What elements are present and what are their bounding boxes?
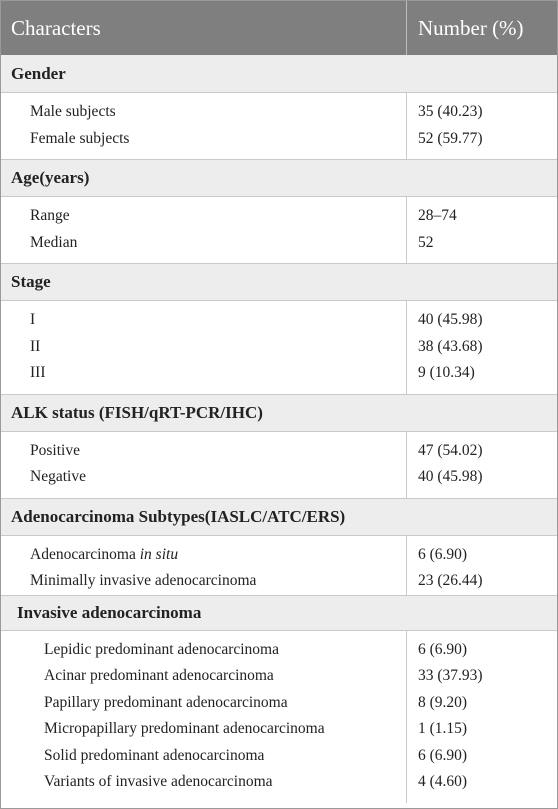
- section-gender: Gender: [1, 55, 557, 93]
- row-label: Male subjects: [30, 103, 116, 121]
- row-value: 28–74: [418, 207, 457, 225]
- italic-label: in situ: [139, 545, 179, 563]
- table-header: [1, 1, 557, 55]
- row-value: 6 (6.90): [418, 545, 468, 563]
- section-invasive: Invasive adenocarcinoma: [1, 595, 557, 631]
- group-subtypes: [1, 536, 557, 595]
- header-characters: Characters: [1, 1, 407, 55]
- row-value: 1 (1.15): [418, 720, 468, 738]
- group-age: [1, 197, 557, 263]
- section-stage: Stage: [1, 263, 557, 301]
- section-age: Age(years): [1, 159, 557, 197]
- row-label: Solid predominant adenocarcinoma: [44, 746, 265, 764]
- section-subtypes: Adenocarcinoma Subtypes(IASLC/ATC/ERS): [1, 498, 557, 536]
- row-value: 9 (10.34): [418, 364, 475, 382]
- group-stage: [1, 301, 557, 394]
- row-label: Minimally invasive adenocarcinoma: [30, 572, 257, 590]
- row-label: Lepidic predominant adenocarcinoma: [44, 640, 279, 658]
- group-gender: [1, 93, 557, 159]
- row-label: Range: [30, 207, 70, 225]
- row-label: III: [30, 364, 46, 382]
- row-label: Papillary predominant adenocarcinoma: [44, 693, 288, 711]
- row-label: Micropapillary predominant adenocarcinoma: [44, 720, 325, 738]
- row-value: 33 (37.93): [418, 667, 483, 685]
- row-value: 40 (45.98): [418, 468, 483, 486]
- row-value: 4 (4.60): [418, 773, 468, 791]
- row-label: Acinar predominant adenocarcinoma: [44, 667, 274, 685]
- row-label: Female subjects: [30, 129, 130, 147]
- row-label: II: [30, 337, 41, 355]
- row-label: Positive: [30, 441, 80, 459]
- row-value: 47 (54.02): [418, 441, 483, 459]
- row-value: 8 (9.20): [418, 693, 468, 711]
- header-number: Number (%): [418, 15, 524, 40]
- group-invasive: [1, 631, 557, 803]
- row-value: 6 (6.90): [418, 746, 468, 764]
- row-label: Negative: [30, 468, 86, 486]
- row-value: 23 (26.44): [418, 572, 483, 590]
- row-label: I: [30, 311, 36, 329]
- group-alk: [1, 432, 557, 498]
- row-label: Median: [30, 233, 78, 251]
- row-value: 35 (40.23): [418, 103, 483, 121]
- row-value: 52: [418, 233, 434, 251]
- section-alk-status: ALK status (FISH/qRT-PCR/IHC): [1, 394, 557, 432]
- row-value: 38 (43.68): [418, 337, 483, 355]
- row-value: 52 (59.77): [418, 129, 483, 147]
- row-label: Adenocarcinoma in situ: [30, 545, 179, 563]
- row-value: 40 (45.98): [418, 311, 483, 329]
- row-value: 6 (6.90): [418, 640, 468, 658]
- row-label: Variants of invasive adenocarcinoma: [44, 773, 273, 791]
